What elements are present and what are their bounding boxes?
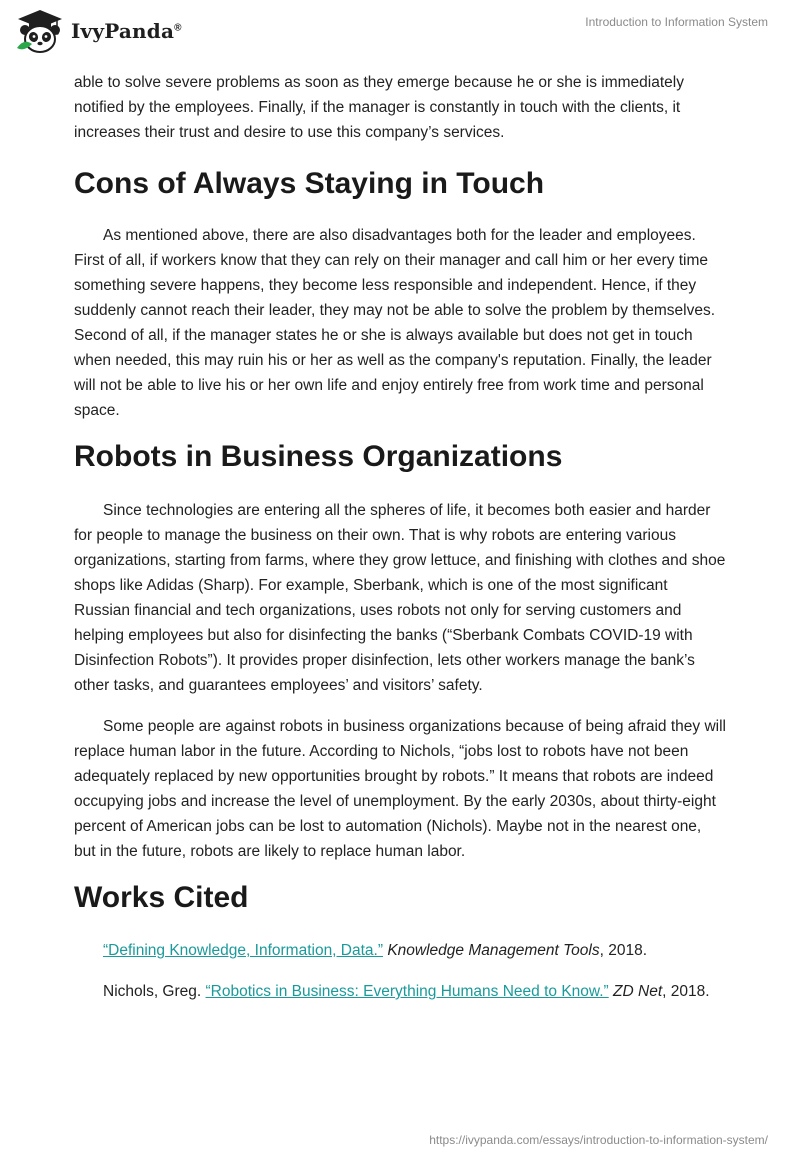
essay-content <box>74 70 726 1020</box>
citation-link[interactable]: “Robotics in Business: Everything Humans Need to Know.” <box>205 983 609 1000</box>
intro-continuation-paragraph: able to solve severe problems as soon as they emerge because he or she is immediately notified by the employees. Finally, if the manager is constantly in touch with the clients, it increases their trust and desire to use this company’s services. <box>74 74 684 141</box>
document-title: Introduction to Information System <box>585 15 768 29</box>
logo[interactable] <box>15 6 182 56</box>
logo-text: IvyPanda® <box>71 19 182 43</box>
cons-heading: Cons of Always Staying in Touch <box>74 167 545 200</box>
works-cited-heading: Works Cited <box>74 881 249 914</box>
citation-entry <box>74 938 726 963</box>
cons-paragraph: As mentioned above, there are also disadvantages both for the leader and employees. First of all, if workers know that they can rely on their manager and call him or her every time something severe happens, they become less responsible and independent. Hence, if they suddenly cannot reach their leader, they may not be able to solve the problem by themselves. Second of all, if the manager states he or she is always available but does not get in touch when needed, this may ruin his or her as well as the company's reputation. Finally, the leader will not be able to live his or her own life and enjoy entirely free from work time and personal space. <box>74 227 716 419</box>
citation-year: , 2018. <box>599 942 647 959</box>
citation-source: Knowledge Management Tools <box>387 942 600 959</box>
citation-source: ZD Net <box>613 983 663 1000</box>
robots-paragraph-2: Some people are against robots in business organizations because of being afraid they will replace human labor in the future. According to Nichols, “jobs lost to robots have not been adequately replaced by new opportunities brought by robots.” It means that robots are indeed occupying jobs and increase the level of unemployment. By the early 2030s, about thirty-eight percent of American jobs can be lost to automation (Nichols). Maybe not in the nearest one, but in the future, robots are likely to replace human labor. <box>74 718 726 860</box>
citation-entry <box>74 979 726 1004</box>
citation-year: , 2018. <box>662 983 710 1000</box>
robots-heading: Robots in Business Organizations <box>74 440 563 473</box>
panda-logo-icon <box>15 8 65 54</box>
citation-author: Nichols, Greg. <box>103 983 206 1000</box>
page-header <box>0 0 800 70</box>
footer-url[interactable]: https://ivypanda.com/essays/introduction-to-information-system/ <box>429 1133 768 1147</box>
robots-paragraph-1: Since technologies are entering all the spheres of life, it becomes both easier and harder for people to manage the business on their own. That is why robots are entering various organizations, starting from farms, where they grow lettuce, and finishing with clothes and shoe shops like Adidas (Sharp). For example, Sberbank, which is one of the most significant Russian financial and tech organizations, uses robots not only for serving customers and helping employees but also for disinfecting the banks (“Sberbank Combats COVID-19 with Disinfection Robots”). It provides proper disinfection, lets other workers manage the bank’s other tasks, and guarantees employees’ and visitors’ safety. <box>74 502 726 694</box>
citation-link[interactable]: “Defining Knowledge, Information, Data.” <box>103 942 384 959</box>
